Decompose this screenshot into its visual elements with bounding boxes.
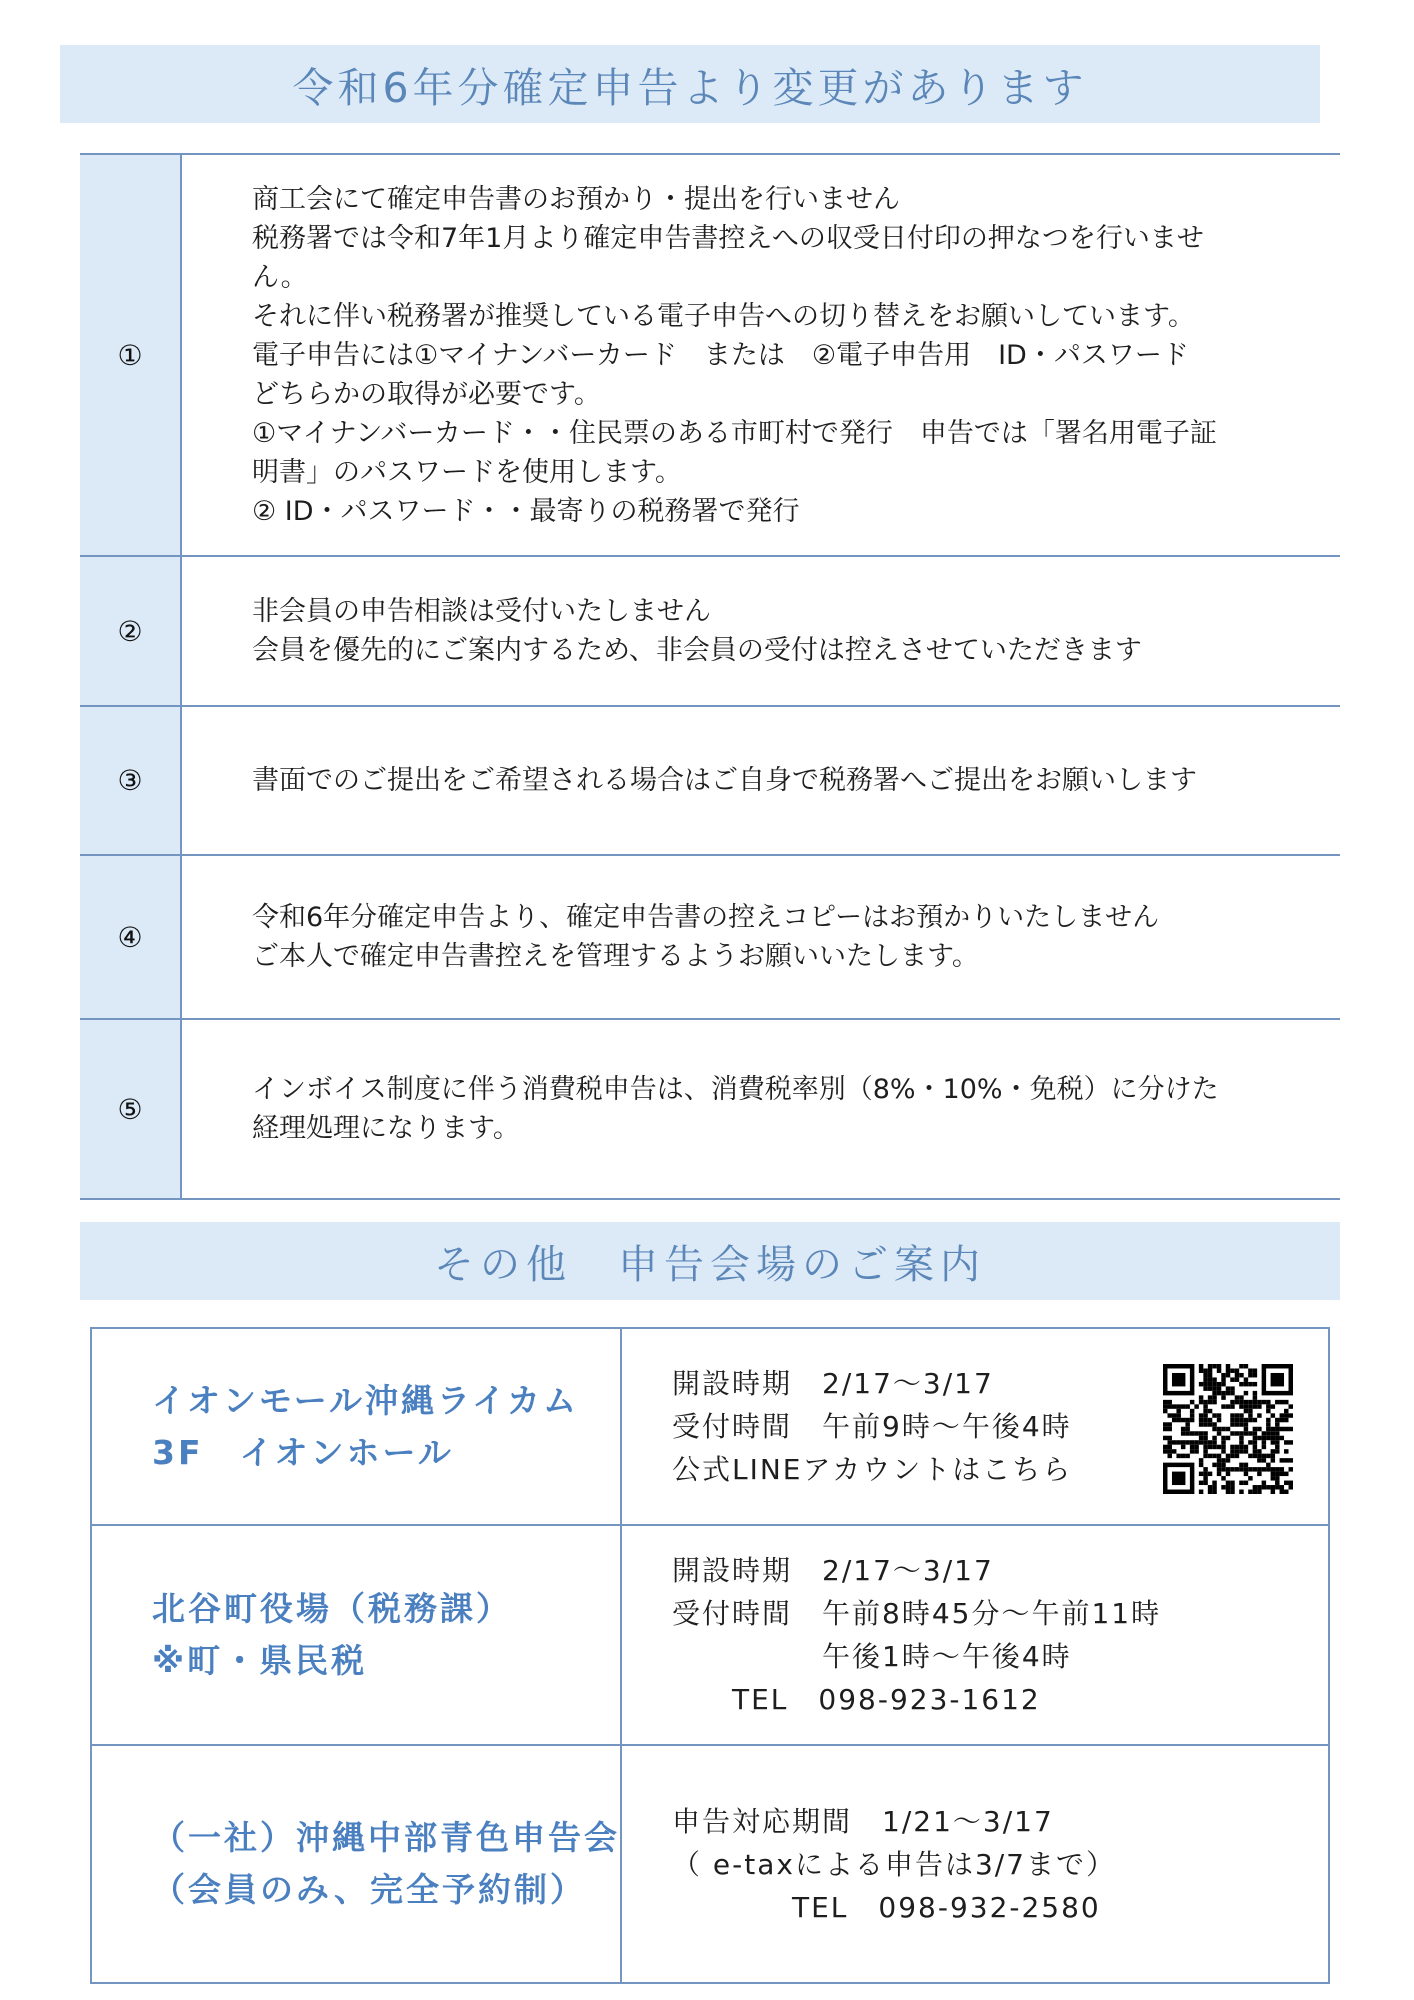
change-number: ③ — [80, 707, 182, 854]
change-text-line: インボイス制度に伴う消費税申告は、消費税率別（8%・10%・免税）に分けた — [252, 1074, 1219, 1105]
change-row — [80, 707, 1340, 856]
venue-name-line: ※町・県民税 — [152, 1641, 368, 1680]
change-text-line: 税務署では令和7年1月より確定申告書控えへの収受日付印の押なつを行いませ — [252, 222, 1204, 254]
venue-info — [622, 1526, 1328, 1744]
venues-title: その他 申告会場のご案内 — [434, 1241, 986, 1288]
change-text-line: ご本人で確定申告書控えを管理するようお願いいたします。 — [252, 941, 979, 972]
venue-info-line: 開設時期 2/17～3/17 — [672, 1367, 994, 1400]
change-text — [182, 1020, 1340, 1198]
change-text-line: 書面でのご提出をご希望される場合はご自身で税務署へご提出をお願いします — [252, 765, 1197, 796]
change-number: ① — [80, 155, 182, 555]
change-text — [182, 155, 1340, 555]
change-row — [80, 155, 1340, 557]
venue-name-line: イオンモール沖縄ライカム — [152, 1380, 580, 1420]
venues-table — [90, 1327, 1330, 1984]
change-text-line: 電子申告には①マイナンバーカード または ②電子申告用 ID・パスワード — [252, 339, 1189, 371]
venue-row — [92, 1746, 1328, 1982]
change-text — [182, 557, 1340, 705]
changes-table — [80, 153, 1340, 1200]
change-text-line: 明書」のパスワードを使用します。 — [252, 456, 682, 488]
venue-info-line: 午後1時～午後4時 — [672, 1640, 1072, 1673]
change-row — [80, 1020, 1340, 1200]
change-text-line: 商工会にて確定申告書のお預かり・提出を行いません — [252, 183, 900, 215]
change-number: ⑤ — [80, 1020, 182, 1198]
venues-title-banner — [80, 1222, 1340, 1300]
change-text-line: それに伴い税務署が推奨している電子申告への切り替えをお願いしています。 — [252, 300, 1195, 332]
change-text — [182, 707, 1340, 854]
venue-name — [92, 1526, 622, 1744]
change-row — [80, 557, 1340, 707]
venue-name — [92, 1329, 622, 1524]
change-text-line: ん。 — [252, 261, 308, 293]
change-text-line: 非会員の申告相談は受付いたしません — [252, 596, 711, 627]
change-number: ④ — [80, 856, 182, 1018]
venue-info-line: 申告対応期間 1/21～3/17 — [672, 1804, 1054, 1838]
change-text-line: 会員を優先的にご案内するため、非会員の受付は控えさせていただきます — [252, 635, 1142, 666]
change-number: ② — [80, 557, 182, 705]
venue-info-line: TEL 098-923-1612 — [672, 1683, 1041, 1716]
venue-name-line: （一社）沖縄中部青色申告会 — [152, 1818, 620, 1857]
change-text-line: 令和6年分確定申告より、確定申告書の控えコピーはお預かりいたしません — [252, 902, 1160, 933]
page-title-banner — [60, 45, 1320, 123]
venue-info-line: TEL 098-932-2580 — [672, 1890, 1101, 1924]
venue-info-line: 受付時間 午前8時45分～午前11時 — [672, 1597, 1162, 1630]
change-text — [182, 856, 1340, 1018]
change-text-line: ② ID・パスワード・・最寄りの税務署で発行 — [252, 495, 800, 527]
page-title: 令和6年分確定申告より変更があります — [292, 63, 1088, 112]
venue-info-line: 開設時期 2/17～3/17 — [672, 1554, 994, 1587]
change-text-line: ①マイナンバーカード・・住民票のある市町村で発行 申告では「署名用電子証 — [252, 417, 1217, 449]
venue-row — [92, 1526, 1328, 1746]
venue-name-line: 北谷町役場（税務課） — [152, 1589, 512, 1628]
change-text-line: どちらかの取得が必要です。 — [252, 378, 601, 410]
venue-info — [622, 1746, 1328, 1982]
venue-name-line: 3F イオンホール — [152, 1432, 454, 1472]
venue-name — [92, 1746, 622, 1982]
venue-info-line: （ e-taxによる申告は3/7まで） — [672, 1847, 1117, 1881]
line-qr-code-icon[interactable] — [1163, 1364, 1293, 1494]
venue-info-line: 受付時間 午前9時～午後4時 — [672, 1410, 1072, 1443]
venue-name-line: （会員のみ、完全予約制） — [152, 1870, 586, 1909]
change-text-line: 経理処理になります。 — [252, 1113, 520, 1144]
venue-info-line: 公式LINEアカウントはこちら — [672, 1453, 1073, 1486]
venue-row — [92, 1329, 1328, 1526]
change-row — [80, 856, 1340, 1020]
